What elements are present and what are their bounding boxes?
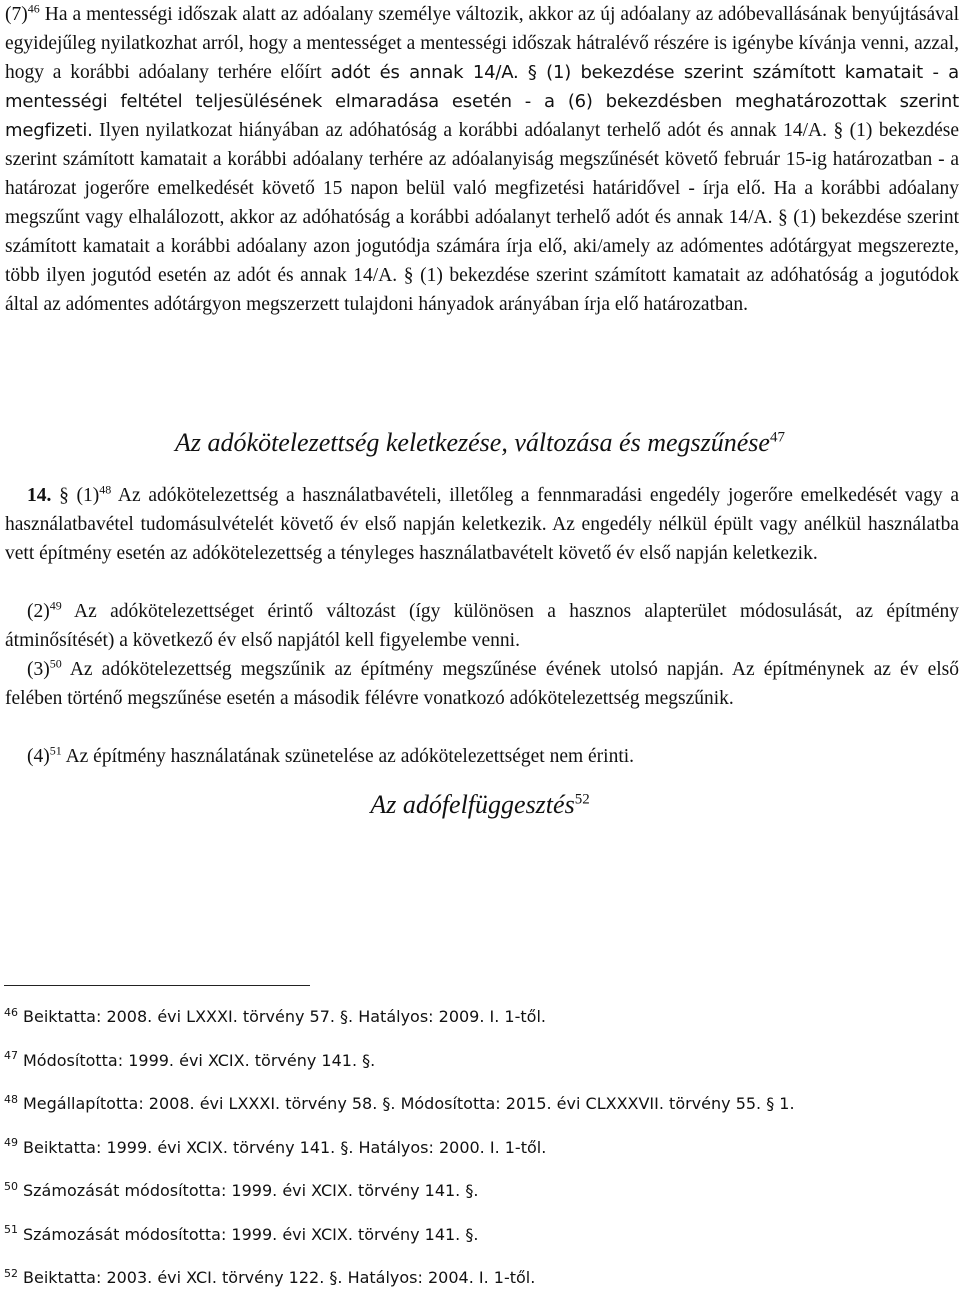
footnote-ref-52[interactable]: 52 <box>574 791 590 808</box>
footnote-ref-51[interactable]: 51 <box>49 743 62 758</box>
paragraph-7 <box>5 0 959 319</box>
footnote-49 <box>4 1131 954 1175</box>
footnote-text: Számozását módosította: 1999. évi XCIX. törvény 141. §. <box>23 1181 479 1200</box>
footnote-46 <box>4 1000 954 1044</box>
footnote-divider <box>4 985 310 986</box>
paragraph-text: Az adókötelezettséget érintő változást (így különösen a hasznos alapterület módosulását, az építmény átminősítését) a következő év első napjától kell figyelembe venni. <box>5 601 959 651</box>
paragraph-14-2 <box>5 597 959 655</box>
footnote-number: 52 <box>4 1266 18 1280</box>
footnote-number: 51 <box>4 1223 18 1237</box>
footnote-51 <box>4 1218 954 1262</box>
footnote-number: 46 <box>4 1005 18 1019</box>
paragraph-text-part1: Ha a mentességi időszak alatt az adóalany személye változik, akkor az új adóalany az adóbevallásának benyújtásával egyidejűleg nyilatkozhat arról, hogy a mentességet a mentességi időszak hátralévő részére is igénybe kívánja venni, azzal, hogy a korábbi adóalany terhére előírt <box>5 4 960 83</box>
paragraph-label: (4) <box>27 746 50 767</box>
footnote-number: 49 <box>4 1136 18 1150</box>
section-heading-obligation <box>0 428 960 458</box>
footnote-text: Módosította: 1999. évi XCIX. törvény 141. §. <box>23 1050 376 1070</box>
footnote-text: Megállapította: 2008. évi LXXXI. törvény 58. §. Módosította: 2015. évi CLXXXVII. törvény 55. § 1. <box>23 1094 795 1113</box>
section-number: 14. <box>27 485 52 506</box>
footnote-50 <box>4 1174 954 1218</box>
paragraph-text: Az adókötelezettség a használatbavételi, illetőleg a fennmaradási engedély jogerőre emelkedését vagy a használatbavétel tudomásulvételét követő év első napján keletkezik. Az engedély nélkül épült vagy anélkül használatba vett építmény esetén az adókötelezettség a tényleges használatbavételt követő év első napján keletkezik. <box>5 485 959 564</box>
footnote-list <box>4 1000 954 1305</box>
footnote-ref-48[interactable]: 48 <box>99 482 112 497</box>
paragraph-14-4 <box>5 742 959 771</box>
paragraph-label: (7) <box>5 4 28 25</box>
section-heading-suspension <box>0 790 960 820</box>
footnote-text: Beiktatta: 2008. évi LXXXI. törvény 57. §. Hatályos: 2009. I. 1-től. <box>23 1007 546 1026</box>
footnote-text: Számozását módosította: 1999. évi XCIX. törvény 141. §. <box>23 1224 479 1244</box>
footnote-ref-46[interactable]: 46 <box>27 1 40 16</box>
footnote-number: 50 <box>4 1179 18 1193</box>
footnote-48 <box>4 1087 954 1131</box>
footnote-number: 47 <box>4 1049 18 1063</box>
footnote-47 <box>4 1044 954 1088</box>
footnote-text: Beiktatta: 2003. évi XCI. törvény 122. §. Hatályos: 2004. I. 1-től. <box>23 1268 536 1287</box>
heading-text: Az adókötelezettség keletkezése, változása és megszűnése <box>175 428 770 457</box>
paragraph-label: (2) <box>27 601 50 622</box>
paragraph-14-1 <box>5 481 959 568</box>
footnote-ref-49[interactable]: 49 <box>49 598 62 613</box>
heading-text: Az adófelfüggesztés <box>370 790 575 819</box>
footnote-text: Beiktatta: 1999. évi XCIX. törvény 141. §. Hatályos: 2000. I. 1-től. <box>23 1137 547 1157</box>
paragraph-text-part3: Ilyen nyilatkozat hiányában az adóhatóság a korábbi adóalanyt terhelő adót és annak 14/A. § (1) bekezdése szerint számított kamatait a korábbi adóalany terhére az adóalanyiság megszűnését követő február 15-ig határozatban - a határozat jogerőre emelkedését követő 15 napon belül való megfizetési határidővel - írja elő. Ha a korábbi adóalany megszűnt vagy elhalálozott, akkor az adóhatóság a korábbi adóalanyt terhelő adót és annak 14/A. § (1) bekezdése szerint számított kamatait a korábbi adóalany azon jogutódja számára írja elő, aki/amely az adómentes adótárgyat megszerezte, több ilyen jogutód esetén az adót és annak 14/A. § (1) bekezdése szerint számított kamatait az adóhatóság a jogutódok által az adómentes adótárgyon megszerzett tulajdoni hányadok arányában írja elő határozatban. <box>5 120 959 315</box>
footnote-ref-50[interactable]: 50 <box>49 656 62 671</box>
paragraph-label: (3) <box>27 659 50 680</box>
footnote-number: 48 <box>4 1092 18 1106</box>
paragraph-label: (1) <box>76 485 100 506</box>
paragraph-text: Az építmény használatának szünetelése az adókötelezettséget nem érinti. <box>65 746 635 767</box>
paragraph-14-3 <box>5 655 959 713</box>
paragraph-text: Az adókötelezettség megszűnik az építmény megszűnése évének utolsó napján. Az építménynek az év első felében történő megszűnése esetén a második félévre vonatkozó adókötelezettség megszűnik. <box>5 659 959 709</box>
paragraph-text-part2: adót és annak 14/A. § (1) bekezdése szerint számított kamatait - a mentességi feltétel teljesülésének elmaradása esetén - a (6) bekezdésben meghatározottak szerint megfizeti. <box>5 62 959 141</box>
footnote-ref-47[interactable]: 47 <box>769 429 785 446</box>
footnote-52 <box>4 1261 954 1305</box>
section-sign: § <box>59 485 69 506</box>
